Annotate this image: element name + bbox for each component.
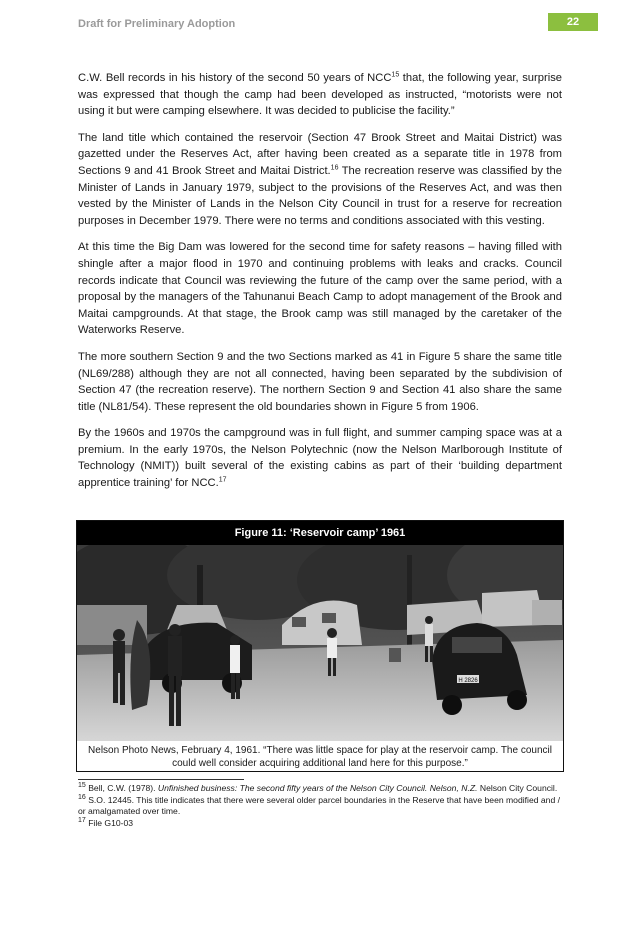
footnote-ref-16[interactable]: 16 [330,164,339,172]
figure-title: Figure 11: ‘Reservoir camp’ 1961 [77,521,563,545]
figure-caption: Nelson Photo News, February 4, 1961. “There was little space for play at the reservoir camp. The council could well consider acquiring additional land here for this purpose.” [88,745,552,769]
footnotes [78,783,562,830]
number-plate: H 2826 [458,678,478,684]
footnote-divider [78,779,244,780]
paragraph-4: The more southern Section 9 and the two Sections marked as 41 in Figure 5 share the same title (NL69/288) although they are not all connected, having been separated by the subdivision of Section 47 (the recreation reserve). The northern Section 9 and Section 41 also share the same title (NL81/54). These represent the old boundaries shown in Figure 5 from 1906. [78,350,562,413]
footnote-17: $^{17}$ File G10-03 [78,817,134,828]
body-text [78,70,562,502]
running-header: Draft for Preliminary Adoption [78,18,236,30]
paragraph-2: The land title which contained the reservoir (Section 47 Brook Street and Maitai District) was gazetted under the Reserves Act, after having been created as a separate title in 1978 from Sections 9 and 41 Brook Street and Maitai District.$^{16}$ The recreation reserve was classified by the Minister of Lands in January 1979, subject to the provisions of the Reserves Act, and was then vested by the Minister of Lands in the Nelson City Council in trust for a reserve for recreation purposes in December 1979. There were no terms and conditions associated with this vesting. [78,131,562,227]
footnote-16: $^{16}$ S.O. 12445. This title indicates that there were several older parcel boundaries in the Reserve that have been modified and / or amalgamated over time. [78,794,561,816]
footnote-ref-15[interactable]: 15 [391,71,400,79]
footnote-ref-17[interactable]: 17 [218,476,227,484]
page-number-badge: 22 [548,13,598,31]
figure-11 [76,520,564,772]
reservoir-camp-photo [77,545,563,741]
paragraph-5: By the 1960s and 1970s the campground was in full flight, and summer camping space was at a premium. In the early 1970s, the Nelson Polytechnic (now the Nelson Marlborough Institute of Technology (NMIT)) built several of the existing cabins as part of their ‘building department apprentice training’ for NCC.$^{17}$ [78,427,562,490]
footnote-15: $^{15}$ Bell, C.W. (1978). Unfinished business: The second fifty years of the Nelson City Council. Nelson, N.Z. Nelson City Council. [78,782,558,793]
paragraph-3: At this time the Big Dam was lowered for the second time for safety reasons – having filled with shingle after a major flood in 1970 and continuing problems with leaks and cracks. Council records indicate that Council was reviewing the future of the camp over the same period, with a proposal by the managers of the Tahunanui Beach Camp to adopt management of the Brook and Maitai campgrounds. At that stage, the Brook camp was still managed by the caretaker of the Waterworks Reserve. [78,241,562,337]
paragraph-1: C.W. Bell records in his history of the second 50 years of NCC$^{15}$ that, the following year, surprise was expressed that though the camp had been developed as instructed, “motorists were not using it but were camping elsewhere. It was decided to publicise the facility.” [78,71,563,118]
